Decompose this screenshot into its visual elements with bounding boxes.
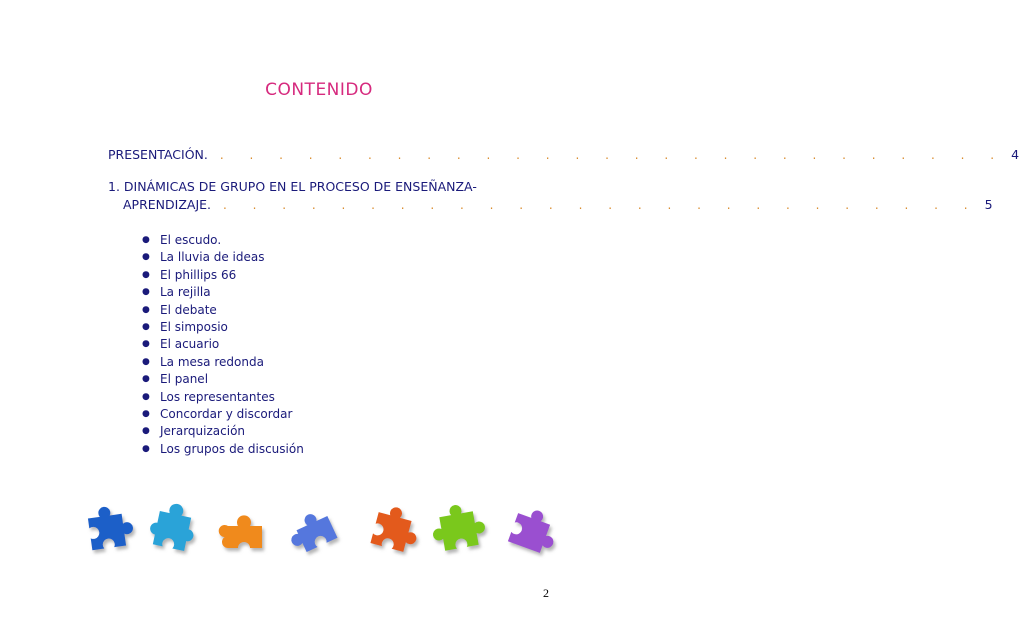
puzzle-piece-icon	[508, 504, 562, 556]
list-item	[142, 232, 304, 249]
bullet-icon: ●	[142, 426, 150, 437]
page-number: 2	[543, 586, 549, 600]
list-item-label: El simposio	[160, 320, 228, 335]
toc-entry-number: 1.	[108, 179, 120, 194]
bullet-icon: ●	[142, 443, 150, 454]
toc-leader-dots: . . . . . . . . . . . . . . . . . . . . . . . . . .	[223, 198, 979, 212]
puzzle-piece-icon	[219, 515, 262, 548]
list-item-label: Los grupos de discusión	[160, 441, 304, 456]
puzzle-piece-icon	[370, 503, 423, 554]
page-title: CONTENIDO	[265, 80, 373, 100]
toc-entry-dinamicas-line1	[108, 179, 477, 194]
list-item-label: La mesa redonda	[160, 354, 264, 369]
list-item	[142, 354, 304, 371]
list-item-label: El phillips 66	[160, 267, 237, 282]
bullet-icon: ●	[142, 252, 150, 263]
list-item	[142, 423, 304, 440]
puzzle-piece-icon	[284, 507, 337, 556]
bullet-icon: ●	[142, 409, 150, 420]
toc-entry-page: 5	[984, 197, 993, 212]
puzzle-piece-icon	[87, 503, 136, 550]
list-item-label: Concordar y discordar	[160, 407, 293, 422]
list-item-label: El escudo.	[160, 233, 222, 247]
list-item-label: El acuario	[160, 337, 220, 352]
bullet-icon: ●	[142, 322, 150, 333]
toc-entry-label-cont: APRENDIZAJE.	[123, 197, 212, 212]
bullet-icon: ●	[142, 235, 150, 245]
list-item-label: Jerarquización	[160, 424, 246, 439]
list-item	[142, 389, 304, 406]
puzzle-piece-icon	[147, 499, 199, 552]
list-item	[142, 302, 304, 319]
puzzle-pieces-illustration	[82, 498, 562, 558]
list-item	[142, 371, 304, 388]
bullet-icon: ●	[142, 391, 150, 402]
list-item-label: El panel	[160, 372, 209, 387]
bullet-icon: ●	[142, 287, 150, 298]
toc-leader-dots: . . . . . . . . . . . . . . . . . . . . . . . . . . .	[219, 148, 1006, 162]
list-item-label: La rejilla	[160, 285, 211, 300]
bullet-icon: ●	[142, 304, 150, 315]
list-item	[142, 336, 304, 353]
bullet-icon: ●	[142, 339, 150, 350]
toc-entry-label: DINÁMICAS DE GRUPO EN EL PROCESO DE ENSEÑANZA-	[123, 179, 477, 194]
list-item	[142, 319, 304, 336]
toc-entry-label: PRESENTACIÓN.	[108, 147, 208, 162]
toc-entry-dinamicas-line2	[123, 197, 993, 212]
bullet-icon: ●	[142, 374, 150, 385]
bullet-icon: ●	[142, 356, 150, 367]
list-item-label: El debate	[160, 302, 217, 317]
list-item-label: La lluvia de ideas	[160, 250, 265, 265]
list-item	[142, 441, 304, 458]
dynamics-list	[142, 232, 304, 458]
list-item	[142, 249, 304, 266]
bullet-icon: ●	[142, 269, 150, 280]
puzzle-piece-icon	[429, 501, 488, 553]
list-item	[142, 267, 304, 284]
toc-entry-page: 4	[1011, 147, 1019, 162]
list-item-label: Los representantes	[160, 389, 275, 404]
toc-entry-presentacion	[108, 147, 1019, 162]
list-item	[142, 284, 304, 301]
list-item	[142, 406, 304, 423]
